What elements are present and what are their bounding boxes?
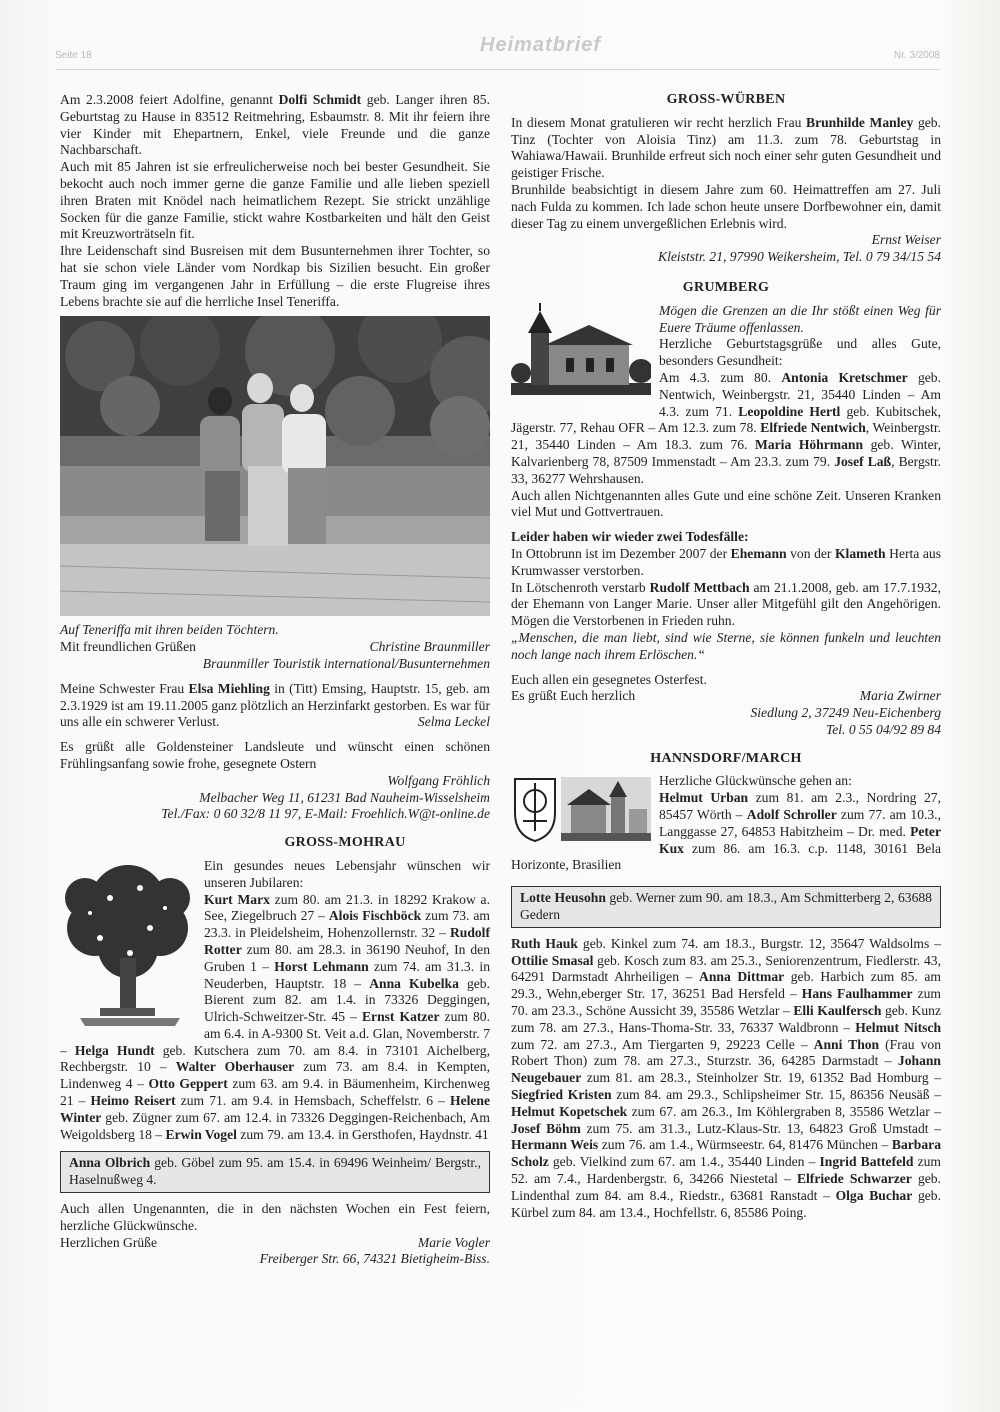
paragraph: Herzliche Glückwünsche gehen an: (659, 773, 852, 789)
highlight-box: Anna Olbrich geb. Göbel zum 95. am 15.4. in 69496 Weinheim/ Bergstr., Haselnußweg 4. (60, 1151, 490, 1193)
paragraph: In Lötschenroth verstarb Rudolf Mettbach am 21.1.2008, geb. am 17.7.1932, der Ehemann von Langer Marie. Unser aller Mitgefühl gilt den Angehörigen. Mögen die Verstorbenen in Frieden ruhn. (511, 579, 942, 629)
coat-of-arms-and-town-illustration (511, 773, 651, 848)
signature-block: Es grüßt Euch herzlich Maria Zwirner Siedlung 2, 37249 Neu-Eichenberg Tel. 0 55 04/92 89 84 (511, 688, 941, 737)
paragraph: Brunhilde beabsichtigt in diesem Jahre zum 60. Heimattreffen am 27. Juli nach Fulda zu kommen. Ich lade schon heute unsere Dorfbewohner ein, damit dieser Tag zu einem unvergeßlichen Erlebnis wird. (511, 181, 941, 231)
birthday-list: Helmut Urban zum 81. am 2.3., Nordring 27, 85457 Wörth – Adolf Schroller zum 77. am 10.3., Langgasse 27, 64853 Habitzheim – Dr. med. Peter Kux zum 86. am 16.3. c.p. 1148, 30161 Bela Horizonte, Brasilien (511, 790, 941, 873)
masthead: Heimatbrief (480, 34, 602, 56)
birthday-list: Ruth Hauk geb. Kinkel zum 74. am 18.3., Burgstr. 12, 35647 Waldsolms – Ottilie Smasal geb. Kosch zum 83. am 25.3., Seniorenzentrum, Fiedlerstr. 43, 64291 Darmstadt Ahrheiligen – Anna Dittmar geb. Harbich zum 85. am 29.3., Wehn,eberger Str. 17, 36251 Bad Hersfeld – Hans Faulhammer zum 70. am 23.3., Schöne Aussicht 39, 35586 Wetzlar – Elli Kaulfersch geb. Kunz zum 78. am 27.3., Hans-Thoma-Str. 33, 76337 Waldbronn – Helmut Nitsch zum 72. am 27.3., Am Tiergarten 9, 29223 Celle – Anni Thon (Frau von Robert Thon) zum 78. am 27.3., Sturzstr. 36, 64285 Darmstadt – Johann Neugebauer zum 81. am 28.3., Steinholzer Str. 19, 61352 Bad Homburg – Siegfried Kristen zum 84. am 29.3., Schlipsheimer Str. 15, 86356 Neusäß – Helmut Kopetschek zum 67. am 26.3., Im Köhlergraben 8, 35586 Wetzlar – Josef Böhm zum 75. am 31.3., Lutz-Klaus-Str. 13, 64823 Groß Umstadt – Hermann Weis zum 76. am 1.4., Würmseestr. 64, 81476 München – Barbara Scholz geb. Vielkind zum 67. am 1.4., 35440 Linden – Ingrid Battefeld zum 52. am 7.4., Hardenbergstr. 6, 34266 Niestetal – Elfriede Schwarzer geb. Lindenthal zum 84. am 8.4., Riedstr., 63681 Ranstadt – Olga Buchar geb. Kürbel zum 84. am 13.4., Hochfellstr. 6, 85586 Poing. (511, 935, 942, 1220)
birthday-list: Am 4.3. zum 80. Antonia Kretschmer geb. Nentwich, Weinbergstr. 21, 35440 Linden – Am 4.3. zum 71. Leopoldine Hertl geb. Kubitschek, Jägerstr. 77, Rehau OFR – Am 12.3. zum 78. Elfriede Nentwich, Weinbergstr. 21, 35440 Linden – Am 18.3. zum 76. Maria Höhrmann geb. Winter, Kalvarienberg 78, 87509 Immenstadt – Am 23.3. zum 79. Josef Laß, Bergstr. 33, 36277 Wehrshausen. (511, 369, 942, 486)
church-illustration (511, 303, 651, 400)
paragraph: Euch allen ein gesegnetes Osterfest. (511, 671, 707, 687)
paragraph: Herzliche Geburtstagsgrüße und alles Gute, besonders Gesundheit: (659, 336, 941, 369)
quote: „Menschen, die man liebt, sind wie Sterne, sie können funkeln und leuchten noch lange nach ihrem Erlöschen.“ (511, 629, 941, 662)
tree-illustration (60, 858, 196, 1033)
subheading: Leider haben wir wieder zwei Todesfälle: (511, 529, 749, 545)
paragraph: Ihre Leidenschaft sind Busreisen mit dem Busunternehmen ihrer Tochter, so hat sie schon viele Länder vom Nordkap bis Sizilien besucht. Ein großer Traum ging im vergangenen Jahr in Erfüllung – die erste Flugreise ihres Lebens brachte sie auf die herrliche Insel Teneriffa. (60, 243, 490, 309)
photo-caption: Auf Teneriffa mit ihren beiden Töchtern. (60, 622, 279, 638)
paragraph: Es grüßt alle Goldensteiner Landsleute und wünscht einen schönen Frühlingsanfang sowie frohe, gesegnete Ostern (60, 739, 490, 771)
signature-block: Herzlichen Grüße Marie Vogler Freiberger Str. 66, 74321 Bietigheim-Biss. (60, 1234, 490, 1267)
signature: Ernst Weiser (871, 232, 941, 248)
signature: Wolfgang Fröhlich (387, 772, 490, 788)
signature-block: Mit freundlichen Grüßen Christine Braunmiller Braunmiller Touristik international/Busunternehmen (60, 639, 490, 671)
paragraph: Am 2.3.2008 feiert Adolfine, genannt Dolfi Schmidt geb. Langer ihren 85. Geburtstag zu Hause in 83512 Reitmehring, Esbaumstr. 8. Mit ihr feiern ihre vier Kinder mit Ehepartnern, Enkel, viele Freunde und die ganze Nachbarschaft. (60, 92, 490, 158)
paragraph: Meine Schwester Frau Elsa Miehling in (Titt) Emsing, Hauptstr. 15, geb. am 2.3.1929 ist am 19.11.2005 ganz plötzlich an Herzinfarkt gestorben. Es war für uns alle ein schwerer Verlust. Selma Leckel (60, 680, 490, 730)
paragraph: In Ottobrunn ist im Dezember 2007 der Ehemann von der Klameth Herta aus Krumwasser verstorben. (511, 545, 941, 578)
section-heading-hannsdorf-march: HANNSDORF/MARCH (650, 750, 802, 766)
header-rule (55, 69, 940, 70)
page-number: Seite 18 (55, 50, 92, 61)
paragraph: Auch allen Nichtgenannten alles Gute und eine schöne Zeit. Unseren Kranken viel Mut und Gottvertrauen. (511, 487, 941, 520)
highlight-box: Lotte Heusohn geb. Werner zum 90. am 18.3., Am Schmitterberg 2, 63688 Gedern (511, 886, 941, 928)
paragraph: Auch mit 85 Jahren ist sie erfreulicherweise noch bei bester Gesundheit. Sie bekocht auch noch immer gerne die ganze Familie und alle lieben speziell ihren Braten mit Knödel nach heimatlichem Rezept. Sie strickt unzählige Socken für die ganze Familie, stickt wahre Kostbarkeiten und hält den Geist mit Kreuzworträtseln fit. (60, 159, 490, 242)
paragraph: Ein gesundes neues Lebensjahr wünschen wir unseren Jubilaren: (204, 857, 490, 890)
section-heading-gross-mohrau: GROSS-MOHRAU (284, 835, 406, 851)
address: Kleiststr. 21, 97990 Weikersheim, Tel. 0 79 34/15 54 (658, 249, 941, 265)
right-column (511, 92, 941, 1221)
left-column (60, 92, 490, 1268)
paragraph: In diesem Monat gratulieren wir recht herzlich Frau Brunhilde Manley geb. Tinz (Tochter von Aloisia Tinz) am 11.3. zum 78. Geburtstag in Wahiawa/Hawaii. Brunhilde erfreut sich noch einer sehr guten Gesundheit und geistiger Frische. (511, 114, 941, 181)
birthday-list: Kurt Marx zum 80. am 21.3. in 18292 Krakow a. See, Ziegelbruch 27 – Alois Fischböck zum 73. am 23.3. in Pleidelsheim, Hohenzollernstr. 32 – Rudolf Rotter zum 80. am 28.3. in 36190 Neuhof, In den Gruben 1 – Horst Lehmann zum 74. am 31.3. in Neuderben, Hauptstr. 18 – Anna Kubelka geb. Bierent zum 82. am 1.4. in 73326 Deggingen, Ulrich-Schweitzer-Str. 45 – Ernst Katzer zum 80. am 6.4. in A-9300 St. Veit a.d. Glan, Novemberstr. 7 – Helga Hundt geb. Kutschera zum 70. am 8.4. in 73101 Aichelberg, Rechbergstr. 10 – Walter Oberhauser zum 73. am 8.4. in Kempten, Lindenweg 4 – Otto Geppert zum 63. am 9.4. in Bäumenheim, Kirchenweg 21 – Heimo Reisert zum 71. am 9.4. in Hemsbach, Scheffelstr. 6 – Helene Winter geb. Zügner zum 67. am 12.4. in 73326 Deggingen-Reichenbach, Am Weigoldsberg 18 – Erwin Vogel zum 79. am 13.4. in Gersthofen, Haydnstr. 41 (60, 891, 491, 1142)
issue-number: Nr. 3/2008 (893, 50, 940, 61)
photo-three-women-teneriffa (60, 316, 490, 616)
paragraph: Auch allen Ungenannten, die in den nächsten Wochen ein Fest feiern, herzliche Glückwünsche. (60, 1201, 490, 1233)
section-heading-grumberg: GRUMBERG (682, 279, 770, 295)
contact: Tel./Fax: 0 60 32/8 11 97, E-Mail: Froehlich.W@t-online.de (161, 806, 490, 822)
address: Melbacher Weg 11, 61231 Bad Nauheim-Wisselsheim (199, 789, 490, 805)
page-header (55, 34, 940, 66)
quote: Mögen die Grenzen an die Ihr stößt einen Weg für Euere Träume offenlassen. (659, 302, 941, 335)
section-heading-gross-wuerben: GROSS-WÜRBEN (666, 92, 786, 107)
